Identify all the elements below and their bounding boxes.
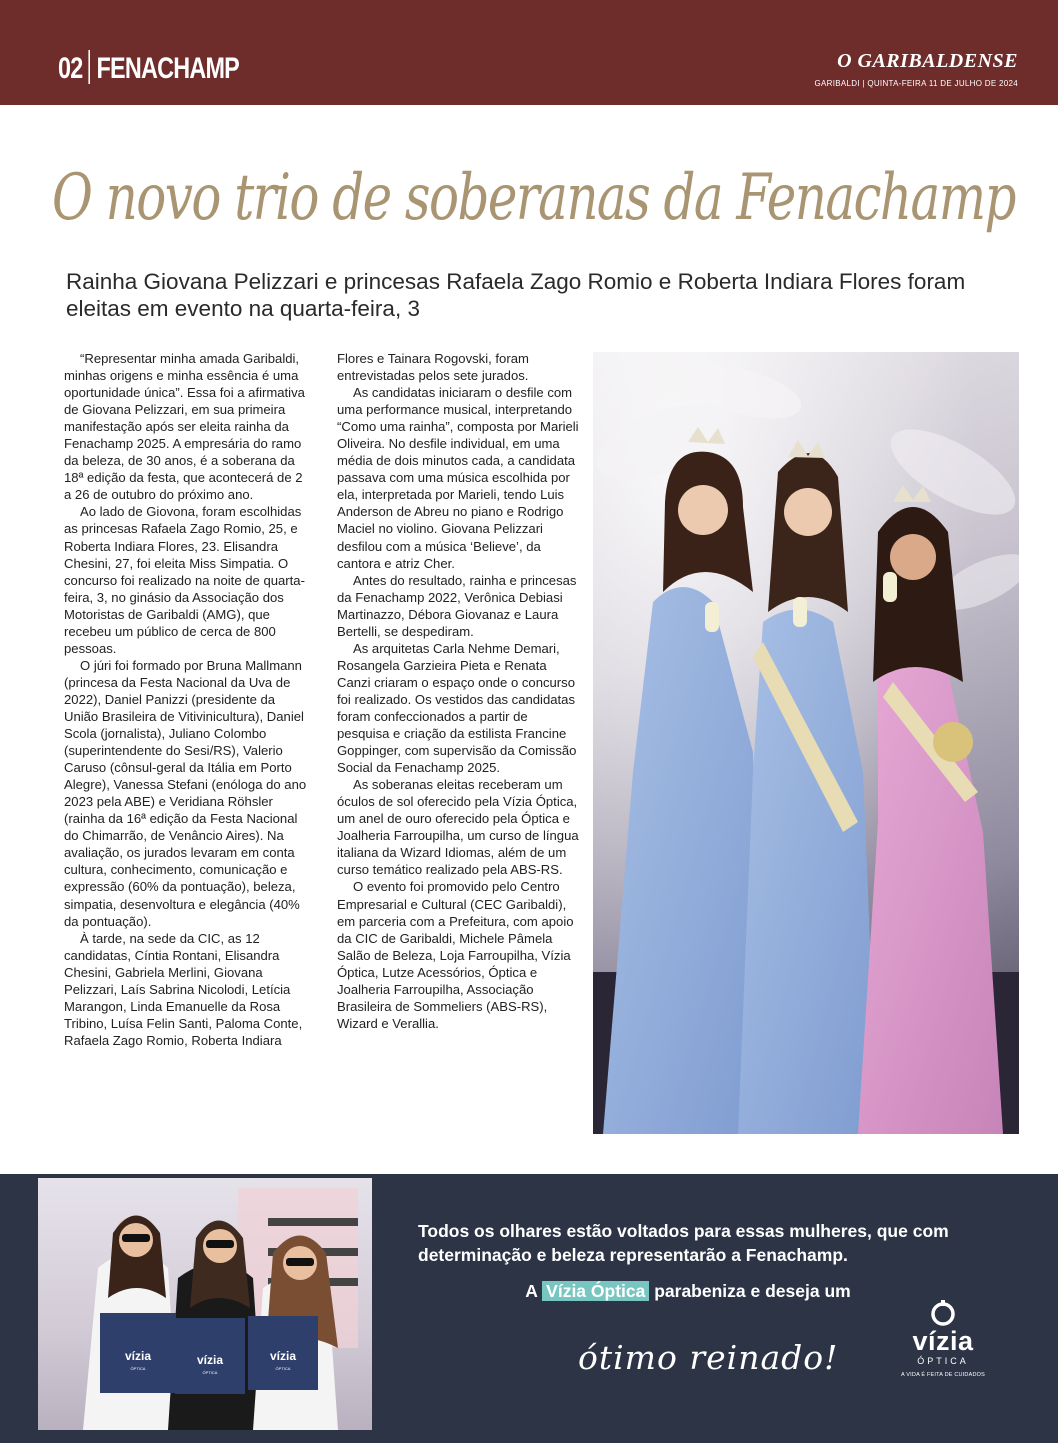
brand-logo [898,1300,988,1378]
paragraph: À tarde, na sede da CIC, as 12 candidatas, Cíntia Rontani, Elisandra Chesini, Gabriela Merlini, Giovana Pelizzari, Laís Sabrina Nicolodi, Letícia Marangon, Linda Emanuelle da Rosa Tribino, Luísa Felin Santi, Paloma Conte, Rafaela Zago Romio, Roberta Indiara [64,930,303,1048]
paragraph: Flores e Tainara Rogovski, foram entrevistadas pelos sete jurados. [337,351,529,384]
masthead [815,50,1018,88]
headline: O novo trio de soberanas da Fenachamp [52,161,1015,235]
dateline: GARIBALDI | QUINTA-FEIRA 11 DE JULHO DE 2024 [814,79,1018,88]
paragraph: “Representar minha amada Garibaldi, minhas origens e minha essência é uma oportunidade única”. Essa foi a afirmativa de Giovana Pelizzari, em sua primeira manifestação após ser eleita rainha da Fenachamp 2025. A empresária do ramo da beleza, de 30 anos, é a soberana da 18ª edição da festa, que acontecerá de 2 a 26 de outubro do próximo ano. [64,351,305,503]
paragraph: O júri foi formado por Bruna Mallmann (princesa da Festa Nacional da Uva de 2022), Daniel Panizzi (presidente da União Brasileira de Vitivinicultura), Daniel Scola (jornalista), Juliano Colombo (superintendente do Sesi/RS), Valerio Caruso (cônsul-geral da Itália em Porto Alegre), Vanessa Stefani (enóloga do ano 2023 pela ABE) e Veridiana Röhsler (rainha da 16ª edição da Festa Nacional do Chimarrão, de Venâncio Aires). Na avaliação, os jurados levaram em conta cultura, conhecimento, comunicação e expressão (60% da pontuação), beleza, simpatia, desenvoltura e elegância (40% da pontuação). [64,657,307,929]
bag-logo: vízia [124,1349,152,1363]
paragraph: O evento foi promovido pelo Centro Empresarial e Cultural (CEC Garibaldi), em parceria com a Prefeitura, com apoio da CIC de Garibaldi, Michele Pâmela Salão de Beleza, Loja Farroupilha, Vízia Óptica, Lutze Acessórios, Óptica e Joalheria Farroupilha, Associação Brasileira de Sommeliers (ABS-RS), Wizard e Verallia. [337,879,574,1031]
bag-logo-sub: ÓPTICA [202,1370,218,1375]
ad-prefix: A [525,1281,543,1301]
paragraph: As candidatas iniciaram o desfile com uma performance musical, interpretando “Como uma rainha”, composta por Marieli Oliveira. No desfile individual, em uma média de dois minutos cada, a candidata passava com uma música escolhida por ela, interpretada por Marieli, tendo Luis Anderson de Abreu no piano e Rodrigo Maciel no violino. Giovana Pelizzari desfilou com a música ‘Believe’, da cantora e atriz Cher. [337,385,579,571]
ad-message: Todos os olhares estão voltados para essas mulheres, que com determinação e beleza representarão a Fenachamp. [418,1221,949,1265]
section-label [58,50,239,86]
brand-circle-icon [930,1300,956,1326]
photo-illustration [593,352,1019,1134]
section-name: FENACHAMP [96,52,239,85]
brand-subtitle: ÓPTICA [917,1356,969,1366]
bag-logo-sub: ÓPTICA [130,1366,146,1371]
bag-logo-sub: ÓPTICA [275,1366,291,1371]
article-column-1 [64,350,308,1049]
ad-suffix: parabeniza e deseja um [649,1281,851,1301]
paragraph: As arquitetas Carla Nehme Demari, Rosangela Garzieira Pieta e Renata Canzi criaram o espaço onde o concurso foi realizado. Os vestidos das candidatas foram confeccionados a partir de pesquisa e criação da estilista Francine Goppinger, com supervisão da Comissão Social da Fenachamp 2025. [337,640,577,776]
script-slogan: ótimo reinado! [578,1338,839,1377]
paragraph: As soberanas eleitas receberam um óculos de sol oferecido pela Vízia Óptica, um anel de ouro oferecido pela Óptica e Joalheria Farroupilha, um curso de língua italiana da Wizard Idiomas, além de um curso temático realizado pela ABS-RS. [337,777,579,878]
brand-name: vízia [912,1326,974,1356]
bag-logo: vízia [269,1349,297,1363]
brand-tagline: A VIDA É FEITA DE CUIDADOS [901,1372,985,1378]
bag-logo: vízia [196,1353,224,1367]
ad-photo-illustration [38,1178,372,1430]
publication-name: O GARIBALDENSE [837,50,1018,72]
ad-congratulations [418,1279,958,1303]
ad-photo [38,1178,372,1430]
divider [89,50,91,84]
main-photo [593,352,1019,1134]
paragraph: Ao lado de Giovona, foram escolhidas as princesas Rafaela Zago Romio, 25, e Roberta Indiara Flores, 23. Elisandra Chesini, 27, foi eleita Miss Simpatia. O concurso foi realizado na noite de quarta-feira, 3, no ginásio da Associação dos Motoristas de Garibaldi (AMG), que recebeu um público de cerca de 800 pessoas. [64,504,305,656]
brand-highlight: Vízia Óptica [542,1281,649,1301]
article-column-2 [337,350,581,1032]
subheadline: Rainha Giovana Pelizzari e princesas Rafaela Zago Romio e Roberta Indiara Flores foram eleitas em evento na quarta-feira, 3 [66,269,966,321]
paragraph: Antes do resultado, rainha e princesas da Fenachamp 2022, Verônica Debiasi Martinazzo, Débora Giovanaz e Laura Bertelli, se despediram. [337,572,577,639]
page-number: 02 [58,52,83,85]
